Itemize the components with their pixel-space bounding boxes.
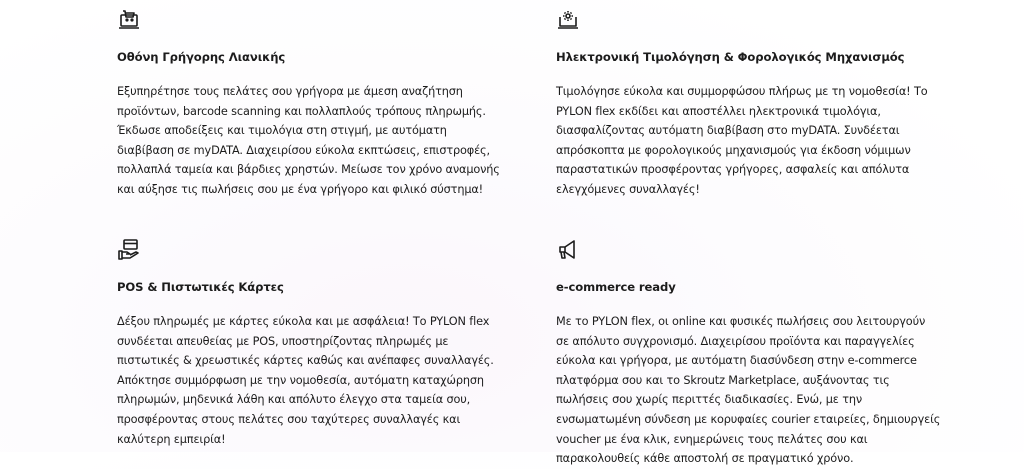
description-line: πλατφόρμα σου και το Skroutz Marketplace, αυξάνοντας τις (556, 373, 890, 387)
feature-title: Ηλεκτρονική Τιμολόγηση & Φορολογικός Μηχανισμός (556, 50, 905, 64)
description-line: Απόκτησε συμμόρφωση με την νομοθεσία, αυτόματη καταχώρηση (117, 373, 484, 387)
description-line: σε απόλυτο συγχρονισμό. Διαχειρίσου προϊόντα και παραγγελίες (556, 334, 915, 348)
description-line: και αύξησε τις πωλήσεις σου με ένα γρήγορο και φιλικό σύστημα! (117, 182, 484, 196)
description-line: καλύτερη εμπειρία! (117, 432, 226, 446)
card-payment-hand-icon (117, 238, 141, 262)
description-line: παρακολουθείς κάθε αποστολή σε πραγματικό χρόνο. (556, 452, 854, 466)
description-line: συνδέεται απευθείας με POS, υποστηρίζοντας πληρωμές με (117, 334, 449, 348)
description-line: πληρωμών, μηδενικά λάθη και απόλυτο έλεγχο στα ταμεία σου, (117, 393, 471, 407)
description-line: διαβίβαση σε myDATA. Διαχειρίσου εύκολα εκπτώσεις, επιστροφές, (117, 143, 490, 157)
description-line: πολλαπλά ταμεία και βάρδιες χρηστών. Μείωσε τον χρόνο αναμονής (117, 163, 500, 177)
description-line: απρόσκοπτα με φορολογικούς μηχανισμούς για έκδοση νόμιμων (556, 143, 911, 157)
description-line: Δέξου πληρωμές με κάρτες εύκολα και με ασφάλεια! Το PYLON flex (117, 315, 490, 328)
feature-description (117, 312, 494, 449)
feature-ecommerce (556, 238, 976, 466)
description-line: εύκολα και γρήγορα, με αυτόματη διασύνδεση στην e-commerce (556, 354, 917, 368)
description-line: PYLON flex εκδίδει και αποστέλλει ηλεκτρονικά τιμολόγια, (556, 104, 881, 118)
description-line: πωλήσεις σου χωρίς περιττές διαδικασίες. Ενώ, με την (556, 393, 863, 407)
description-line: προσφέροντας στους πελάτες σου ταχύτερες συναλλαγές και (117, 412, 461, 426)
feature-title: Οθόνη Γρήγορης Λιανικής (117, 50, 286, 64)
feature-fast-retail (117, 8, 537, 196)
description-line: Τιμολόγησε εύκολα και συμμορφώσου πλήρως με τη νομοθεσία! Το (556, 85, 928, 98)
feature-description (556, 82, 927, 200)
description-line: Έκδωσε αποδείξεις και τιμολόγια στη στιγμή, με αυτόματη (117, 124, 447, 138)
description-line: παραστατικών προσφέροντας γρήγορες, ασφαλείς και απόλυτα (556, 163, 910, 177)
megaphone-icon (556, 238, 580, 262)
description-line: Εξυπηρέτησε τους πελάτες σου γρήγορα με άμεση αναζήτηση (117, 85, 463, 98)
description-line: ενσωματωμένη σύνδεση με κορυφαίες courier εταιρείες, δημιουργείς (556, 412, 941, 426)
laptop-cart-icon (117, 8, 141, 32)
feature-description (556, 312, 940, 469)
feature-title: POS & Πιστωτικές Κάρτες (117, 280, 284, 294)
feature-e-invoicing (556, 8, 976, 196)
description-line: προϊόντων, barcode scanning και πολλαπλούς τρόπους πληρωμής. (117, 104, 486, 118)
feature-description (117, 82, 500, 200)
laptop-gear-icon (556, 8, 580, 32)
description-line: voucher με ένα κλικ, ενημερώνεις τους πελάτες σου και (556, 432, 868, 446)
feature-title: e-commerce ready (556, 280, 676, 294)
description-line: ελεγχόμενες συναλλαγές! (556, 182, 700, 196)
feature-pos-cards (117, 238, 537, 446)
description-line: Με το PYLON flex, οι online και φυσικές πωλήσεις σου λειτουργούν (556, 315, 926, 328)
description-line: πιστωτικές & χρεωστικές κάρτες καθώς και ανέπαφες συναλλαγές. (117, 354, 494, 368)
description-line: διασφαλίζοντας αυτόματη διαβίβαση στο myDATA. Συνδέεται (556, 124, 900, 138)
